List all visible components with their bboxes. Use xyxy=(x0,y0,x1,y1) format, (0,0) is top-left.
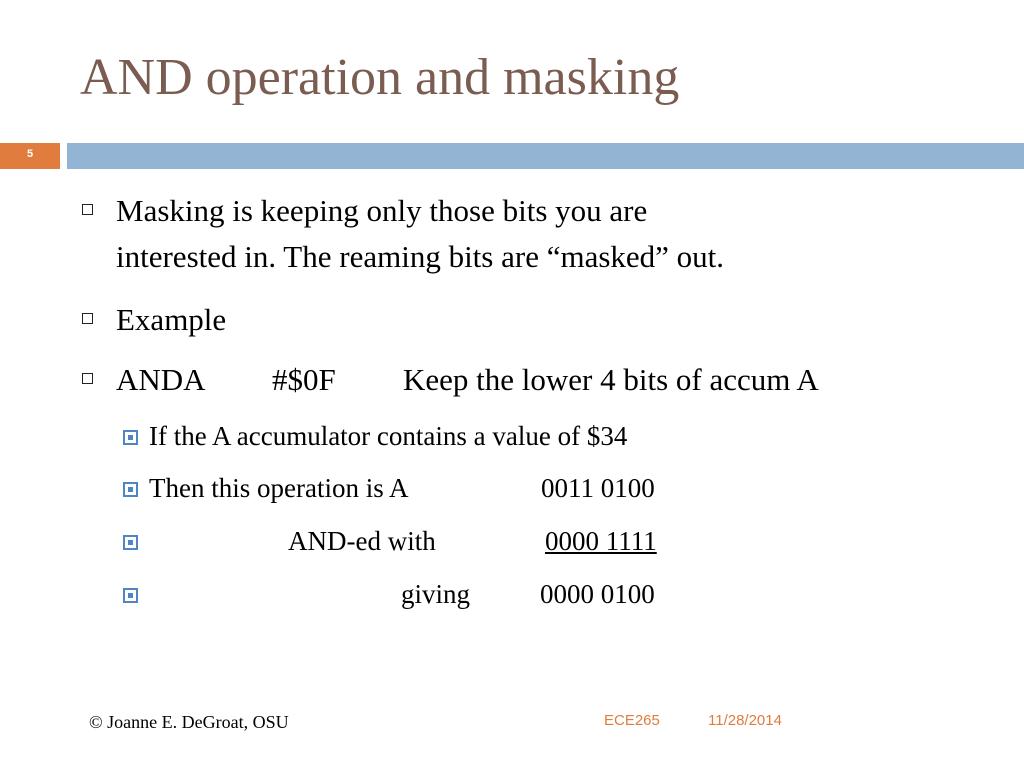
anded-label: AND-ed with xyxy=(288,526,436,556)
anded-value: 0000 1111 xyxy=(545,526,657,556)
then-label: Then this operation is A xyxy=(149,473,409,503)
bullet-example-text: Example xyxy=(116,302,227,337)
filled-square-bullet-icon xyxy=(123,482,138,497)
anda-instruction: ANDA xyxy=(116,362,206,397)
bullet-example xyxy=(116,297,226,343)
anda-comment: Keep the lower 4 bits of accum A xyxy=(403,362,819,397)
footer-date: 11/28/2014 xyxy=(708,712,782,729)
then-value: 0011 0100 xyxy=(541,473,655,503)
anda-operand: #$0F xyxy=(272,362,336,397)
hollow-square-bullet-icon xyxy=(82,313,93,324)
bullet-anda xyxy=(116,357,819,403)
bullet-masking xyxy=(116,188,724,280)
bullet-masking-line2: interested in. The reaming bits are “masked” out. xyxy=(116,239,725,274)
sub-bullet-then xyxy=(149,468,655,508)
footer-author: © Joanne E. DeGroat, OSU xyxy=(89,712,289,732)
filled-square-bullet-icon xyxy=(123,588,138,603)
footer-course: ECE265 xyxy=(604,712,660,729)
sub-bullet-anded xyxy=(149,521,657,561)
giving-label: giving xyxy=(401,579,471,609)
filled-square-bullet-icon xyxy=(123,430,138,445)
slide-number-badge xyxy=(0,143,60,169)
giving-value: 0000 0100 xyxy=(540,579,655,609)
hollow-square-bullet-icon xyxy=(82,204,93,215)
sub-bullet-giving xyxy=(149,574,655,614)
slide-number: 5 xyxy=(27,148,34,160)
bullet-masking-line1: Masking is keeping only those bits you are xyxy=(116,193,648,228)
sub-bullet-if-text: If the A accumulator contains a value of $34 xyxy=(149,421,628,451)
slide-title: AND operation and masking xyxy=(80,49,680,106)
filled-square-bullet-icon xyxy=(123,535,138,550)
header-divider-bar xyxy=(67,143,1024,169)
hollow-square-bullet-icon xyxy=(82,373,93,384)
sub-bullet-if xyxy=(149,416,627,456)
